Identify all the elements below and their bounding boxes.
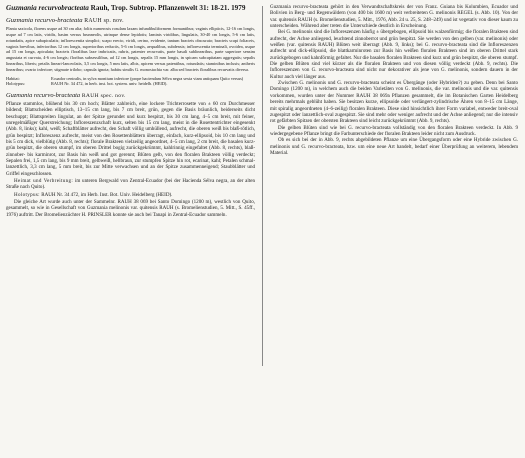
left-column	[6, 4, 255, 218]
type-info-table	[6, 76, 255, 87]
german-title-author: RAUH spec. nov.	[80, 92, 126, 99]
latin-title	[6, 17, 255, 25]
closing-paragraph: Die gleiche Art wurde auch unter der Sammelnr. RAUH 38 069 bei Santo Domingo (1200 m), westlich von Quito, gesammelt, so wie in Gesellschaft von Guzmania melinonis var. quitensis RAUH (s. Bromelienstudien, 5. Mitt., S. 45ff., 1976) auftritt. Der Bromelienzüchter H. PRINSLER konnte sie auch bei Tanapi in Zentral-Ecuador sammeln.	[6, 199, 255, 218]
german-title-species: Guzmania recurvo-bracteata	[6, 91, 81, 99]
latin-diagnosis: Planta saxicola, florens usque ad 30 cm alta; foliis numerosis rosulam laxam infundibuliformem formantibus; vaginis ellipticis, 12-16 cm longis, usque ad 7 cm latis, viridis, basim versus brunneolis, utrinque dense lepidotis; laminis viridibus, lingulatis, 30-40 cm longis, 5-6 cm latis, rotundatis, apice subapiculatis; inflorescentia simplici; scapo erecto, viridi, cerino, evidente, tantum bracteis obscurato; bracteis scapi foliaceis, vaginis brevibus, inferioribus 12 cm longis, superioribus reductis, 5-6 cm longis, aequalibus, subdensis; inflorescentia terminali, ovoidea, usque ad 15 cm longa, apiculata; bracteis floralibus laxe imbricatis, rubris, patenter recurvatis, parte basali sublinearibus, parte superiore sensim angustata et curvata, 4-6 cm longis; floribus subsessilibus, ad 12 cm longis, sepalis 15 mm longis, in spicam subcapitatam aggregatis; sepalis linearibus, liberis; petalis lineari-lanceolatis, 3,5 cm longis, 5 mm latis, albis, apicem versus patentibus, rotundatis; staminibus inclusis; antheris linearibus; ovario inferiore; stigmate trilobo; capsula ignota; habitu similis G. monostachia var. alba sed bracteis floralibus recurvatis diversa.	[6, 26, 255, 72]
column-divider	[262, 6, 263, 366]
citation-species: Guzmania recurvobracteata	[6, 4, 89, 12]
habitat-label: Habitat:	[6, 75, 20, 81]
holotype-label: Holotypus:	[6, 81, 26, 87]
german-holotype-paragraph	[6, 192, 255, 198]
citation-header	[6, 4, 255, 13]
habitat-value: Ecuador centralis, in sylva montium inferiore (prope haciendam Sélva negra sexta viam antiquam Quito versus)	[51, 75, 244, 81]
right-column	[270, 4, 518, 156]
distribution-text: im unteren Bergwald von Zentral-Ecuador (bei der Hacienda Sélva negra, an der alten Straße nach Quito).	[6, 178, 255, 191]
latin-title-species: Guzmania recurvo-bracteata	[6, 17, 83, 24]
german-holotype-text: RAUH Nr. 34 472, im Herb. Inst. Bot. Univ. Heidelberg (HEID).	[39, 191, 173, 198]
german-description: Pflanze stammlos, blühend bis 30 cm hoch; Blätter zahlreich, eine lockere Trichterrosette von ± 60 cm Durchmesser bildend; Blattscheiden elliptisch, 13–15 cm lang, bis 7 cm breit, grün, gegen die Basis bräunlich, beiderseits dicht beschuppt; Blattspreiten lingulat, an der Spitze gerundet und kurz bespitzt, bis 30 cm lang, 4–5 cm breit, mit feiner, unregelmäßiger Querstreichung; Infloreszenzschaft kurz, selten bis 15 cm lang, meist in die Rosettentrichter eingesenkt (Abb. 8, links); kahl, weiß; Schaftblätter aufrecht, den Schaft völlig umhüllend, aufrecht, die oberen weiß bis blaß-rötlich, grün bespitzt; Infloreszenz aufrecht, meist von den Rosettenblättern überragt, einfach, kurz-ellipsoid, bis 10 cm lang und bis 5 cm dick, vielblütig (Abb. 8, rechts); florale Brakteen vielzeilig angeordnet, 4–5 cm lang, 2 cm breit, die basalen kurz-grün bespitzt, die oberen stumpf, im oberen Drittel bogig zurückgekrümmt, kahlrinnig eingefaltet (Abb. 8, rechts), blaß-zinnober- bis karminrot, zur Basis hin weiß und got gerennt; Blüten gelb, von den floralen Brakteen völlig verdeckt; Sepalen frei, 1,5 cm lang, bis 9 mm breit, gelbweiß, hellbraun, zur stumpfen Spitze hin rot, ecarinat, kahl; Petalen schmal-lanzettlich, 3,3 cm lang, 5 mm breit, bis zur Mitte verwachsen und an der Spitze zusammenneigend; Staubblätter und Griffel eingeschlossen.	[6, 100, 255, 177]
citation-rest: Rauh, Trop. Subtrop. Pflanzenwelt 31: 18-21. 1979	[88, 4, 246, 12]
german-title	[6, 92, 255, 100]
discussion-paragraph-2: Bei G. melinonis sind die Infloreszenzen häufig ± übergebogen, ellipsoid bis walzenförmig; die floralen Brakteen sind aufrecht, der Achse anliegend, leuchtend zinnoberrot und grün bespitzt. Sie werden von den gelben (var. melinonis) oder weißen (var. quitensis RAUH) Blüten weit überragt (Abb. 9, links); bei G. recurvo-bracteata sind die Infloreszenzen aufrecht und dick-ellipsoid, die blattkarminroten zur Basis hin weißen floralen Brakteen sind im oberen Drittel stark zurückgebogen und kahnförmig gefaltet. Nur die basalen floralen Brakteen sind kurz und grün bespitzt, die oberen stumpf. Die gelben Blüten sind viel kürzer als die floralen Brakteen und von diesen völlig verdeckt (Abb. 9, rechts). Die Infloreszenzen von G. recurvo-bracteata sind nicht nur dekorativer als jene von G. melinonis, sondern dauern in der Kultur auch viel länger aus.	[270, 29, 518, 80]
holotype-row	[6, 81, 255, 87]
discussion-paragraph-1: Guzmania recurvo-bracteata gehört in den Verwandtschaftskreis der von Franz. Guiana bis Kolumbien, Ecuador und Bolivien in Berg- und Regenwäldern (von 400 bis 1600 m) weit verbreiteten G. melinonis REGEL (s. Abb. 10). Von der var. quitensis RAUH (s. Bromelienstudien, 5. Mitt., 1976, Abb. 24 u. 25, S. 248–249) und ist vegetativ von dieser kaum zu unterscheiden. Während aber treten die Unterschiede deutlich in Erscheinung.	[270, 4, 518, 30]
holotype-value: RAUH Nr. 34 472, in herb. inst. bot. system. univ. heidelb. (HEID).	[51, 81, 168, 87]
german-holotype-label: Holotypus:	[14, 191, 40, 198]
latin-title-author: RAUH sp. nov.	[82, 18, 124, 24]
discussion-paragraph-4: Die gelben Blüten sind wie bei G. recurvo-bracteata vollständig von den floralen Brakteen verdeckt. In Abb. 9 wiedergegebene Pflanze bringt die Farbunterschiede der floralen Brakteen leider nicht zum Ausdruck.	[270, 124, 518, 137]
distribution-paragraph	[6, 178, 255, 191]
distribution-label: Heimat und Verbreitung:	[14, 178, 74, 185]
discussion-paragraph-5: Ob es sich bei der in Abb. 9, rechts abgebildeten Pflanze um eine Übergangsform oder eine Hybride zwischen G. melinonis und G. recurvo-bracteata, bzw. um eine neue Art handelt, bedarf einer Überprüfung an weiterem, lebendem Material.	[270, 137, 518, 156]
discussion-paragraph-3: Zwischen G. melinonis und G. recurvo-bracteata scheint es Übergänge (oder Hybriden?) zu geben. Denn bei Santo Domingo (1200 m), in welchem auch die beiden Varietäten von G. melinonis, die var. melinonis und die var. quitensis vorkommen, wurden unter der Nummer RAUH 38 069a Pflanzen gesammelt, die im Botanischen Garten Heidelberg bereits mehrmals geblüht haben. Sie besitzen kurze, ellipsoide oder verlängert-zylindrische Ähren von 8–15 cm Länge, mit spiralig angeordneten (4–6-zeilig) floralen Brakteen. Diese sind hinsichtlich ihrer Form variabel, entweder breit-oval zugespitzt oder lanzettlich-oval zugespitzt. Sie sind mehr oder weniger aufrecht und der Achse anliegend; nur die intensiv rot gefärbten Spitzen der obersten Brakteen sind leicht zurückgekrümmt (Abb. 9, rechts).	[270, 80, 518, 125]
